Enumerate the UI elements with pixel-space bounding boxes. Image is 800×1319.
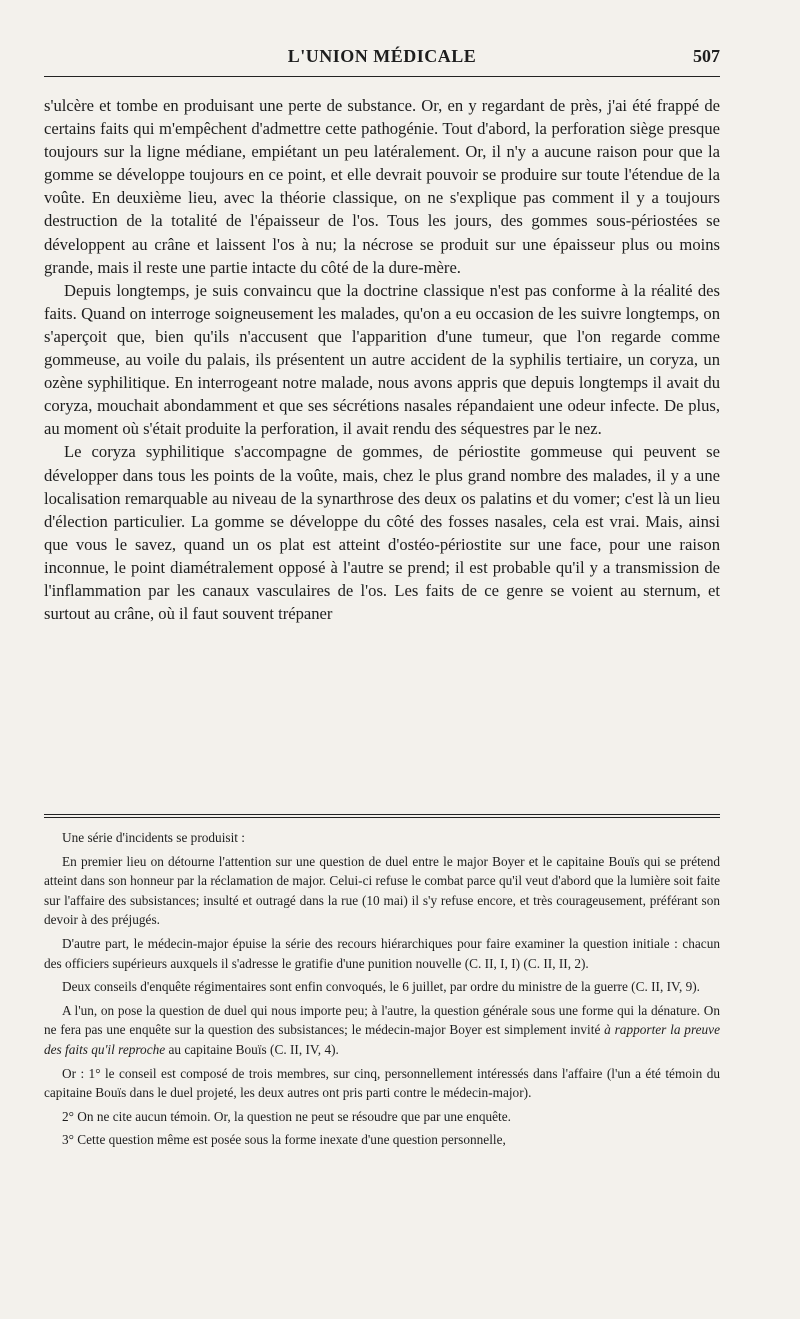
header-rule	[44, 76, 720, 77]
note-paragraph-7: 3° Cette question même est posée sous la forme inexate d'une question personnelle,	[62, 1132, 506, 1148]
running-title: L'UNION MÉDICALE	[287, 46, 477, 66]
note-paragraph-4-italic: à rapporter la preuve des faits qu'il reproche	[44, 1022, 720, 1057]
note-intro: Une série d'incidents se produisit :	[62, 830, 245, 845]
note-paragraph-4	[44, 1001, 720, 1060]
note-paragraph-4-start: A l'un, on pose la question de duel qui nous importe peu; à l'autre, la question générale sous une forme qui la dénature. On ne fera pas une enquête sur la question des subsistances; le médecin-major Boyer est simplement invité	[44, 1002, 720, 1038]
paragraph-2: Depuis longtemps, je suis convaincu que la doctrine classique n'est pas conforme à la réalité des faits. Quand on interroge soigneusement les malades, qu'on a eu occasion de les suivre longtemps, on s'aperçoit que, bien qu'ils n'accusent que l'apparition d'une tumeur, que l'on regarde comme gommeuse, au voile du palais, ils présentent un autre accident de la syphilis tertiaire, un coryza, un ozène syphilitique. En interrogeant notre malade, nous avons appris que depuis longtemps il avait du coryza, mouchait abondamment et que ses sécrétions nasales répandaient une odeur infecte. De plus, au moment où s'était produite la perforation, il avait rendu des séquestres par le nez.	[44, 280, 720, 439]
footnotes	[44, 828, 720, 1154]
note-paragraph-1: En premier lieu on détourne l'attention sur une question de duel entre le major Boyer et le capitaine Bouïs qui se prétend atteint dans son honneur par la réclamation de major. Celui-ci refuse le combat parce qu'il veut d'abord que la lumière soit faite sur l'affaire des subsistances; insulté et outragé dans la rue (10 mai) il s'y refuse encore, et très courageusement, préférant son devoir à des préjugés.	[44, 853, 720, 928]
paragraph-3: Le coryza syphilitique s'accompagne de gommes, de périostite gommeuse qui peuvent se développer dans tous les points de la voûte, mais, chez le plus grand nombre des malades, il y a une localisation remarquable au niveau de la synarthrose des deux os palatins et du vomer; c'est là un lieu d'élection particulier. La gomme se développe du côté des fosses nasales, cela est vrai. Mais, ainsi que vous le savez, quand un os plat est atteint d'ostéo-périostite sur une face, pour une raison inconnue, le point diamétralement opposé à l'autre se prend; il est probable qu'il y a transmission de l'inflammation par les canaux vasculaires de l'os. Les faits de ce genre se voient au sternum, et surtout au crâne, où il faut souvent trépaner	[44, 442, 720, 624]
note-paragraph-2: D'autre part, le médecin-major épuise la série des recours hiérarchiques pour faire examiner la question initiale : chacun des officiers supérieurs auxquels il s'adresse le gratifie d'une punition nouvelle (C. II, I, I) (C. II, II, 2).	[44, 935, 720, 971]
note-paragraph-3: Deux conseils d'enquête régimentaires sont enfin convoqués, le 6 juillet, par ordre du ministre de la guerre (C. II, IV, 9).	[62, 979, 700, 995]
note-paragraph-5: Or : 1° le conseil est composé de trois membres, sur cinq, personnellement intéressés dans l'affaire (l'un a été témoin du capitaine Bouïs dans le duel projeté, les deux autres ont pris parti contre le médecin-major).	[44, 1065, 720, 1101]
note-paragraph-6: 2° On ne cite aucun témoin. Or, la question ne peut se résoudre que par une enquête.	[62, 1108, 511, 1124]
main-text	[44, 94, 720, 625]
paragraph-1: s'ulcère et tombe en produisant une perte de substance. Or, en y regardant de près, j'ai été frappé de certains faits qui m'empêchent d'admettre cette pathogénie. Tout d'abord, la perforation siège presque toujours sur la ligne médiane, empiétant un peu latéralement. Or, il n'y a aucune raison pour que la gomme se développe toujours en ce point, et elle devrait pouvoir se produire sur toute l'étendue de la voûte. En deuxième lieu, avec la théorie classique, on ne s'explique pas comment il y a toujours destruction de la totalité de l'épaisseur de l'os. Tous les jours, des gommes sous-périostées se développent au crâne et laissent l'os à nu; la nécrose se produit sur une épaisseur plus ou moins grande, mais il reste une partie intacte du côté de la dure-mère.	[44, 96, 720, 277]
page-header	[44, 40, 720, 74]
note-paragraph-4-end: au capitaine Bouïs (C. II, IV, 4).	[168, 1041, 339, 1057]
page	[44, 40, 720, 1148]
footnote-rule	[44, 814, 720, 818]
page-number: 507	[693, 46, 720, 66]
